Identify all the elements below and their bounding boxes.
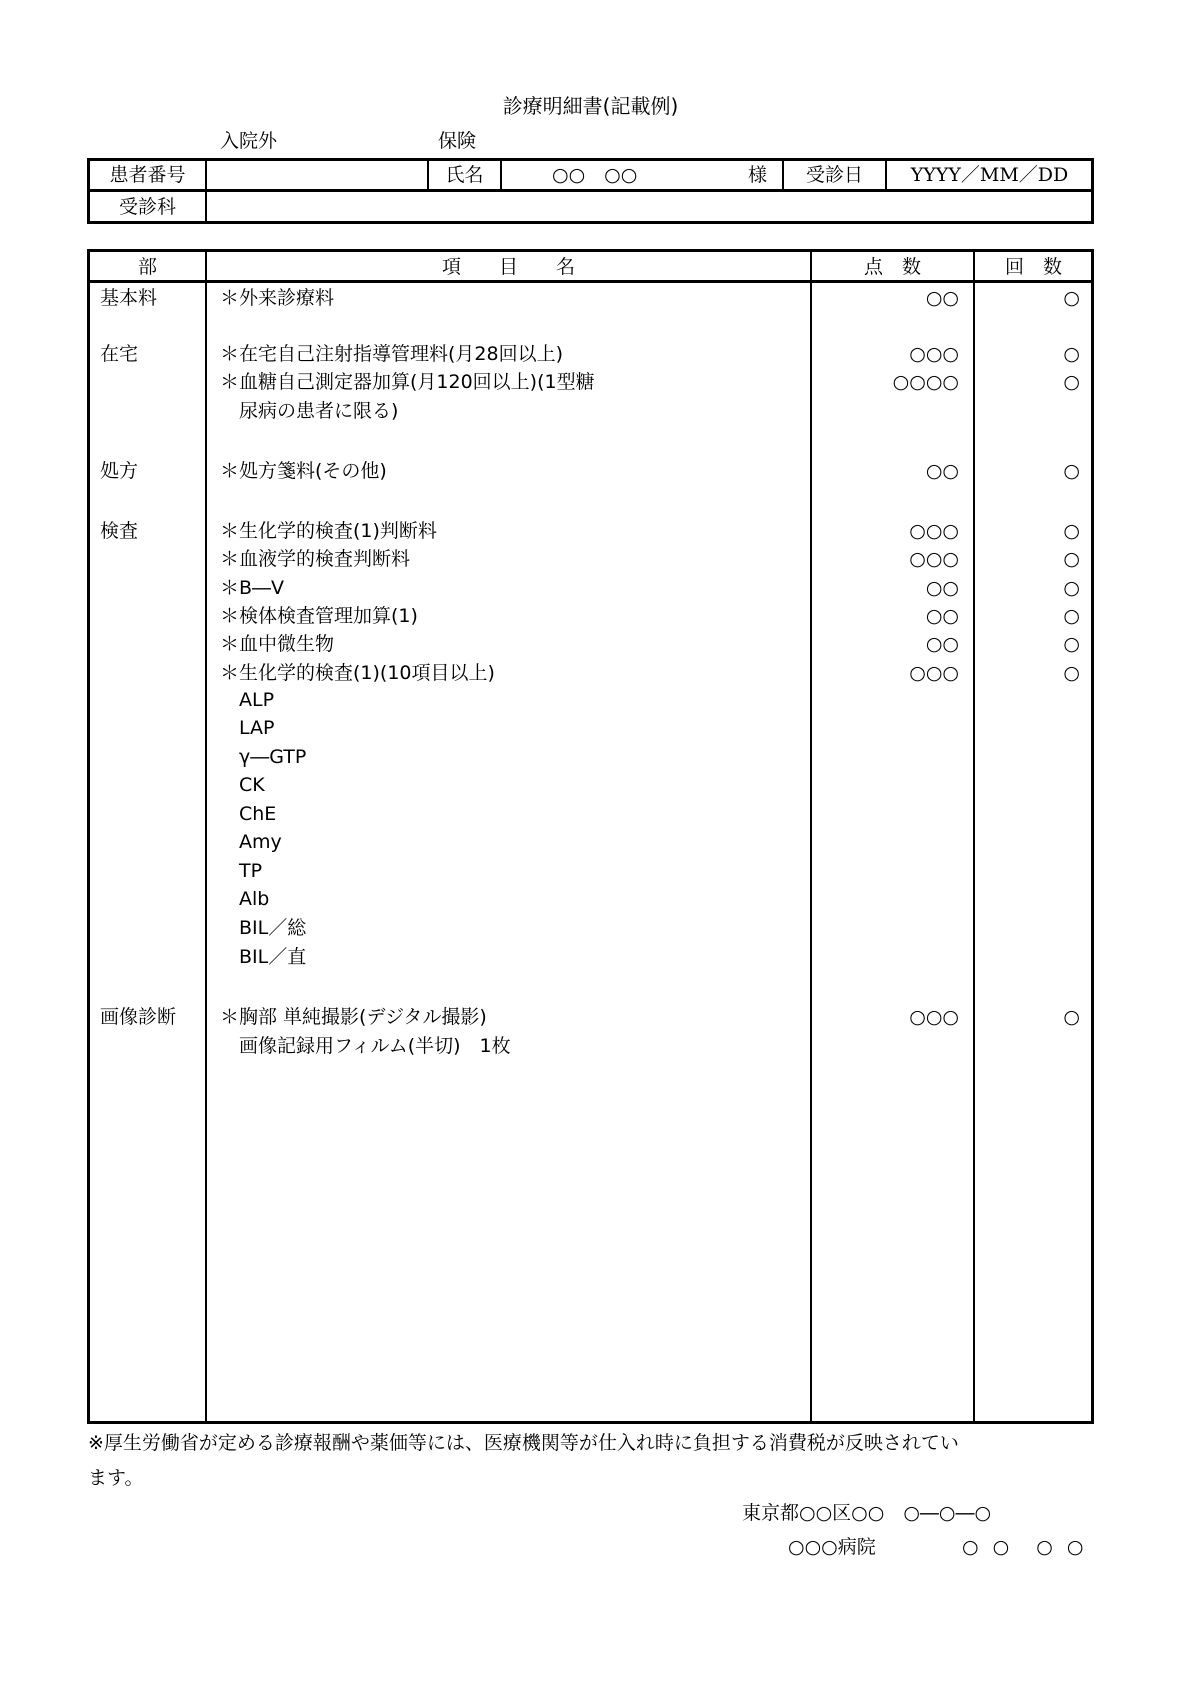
visit-date-label: 受診日 [805,164,863,186]
row-points: ○○ [925,605,959,627]
divider [205,158,207,224]
row-item-name: ＊生化学的検査(1)判断料 [220,520,437,542]
row-item-name: ＊血糖自己測定器加算(月120回以上)(1型糖 [220,371,595,393]
row-count: ○ [1063,1006,1080,1028]
row-points: ○○ [925,633,959,655]
row-points: ○○ [925,577,959,599]
divider [87,189,1094,192]
document-title: 診療明細書(記載例) [502,94,679,118]
column-divider [205,249,207,1424]
row-item-name: TP [220,860,263,882]
name-value: ○○ ○○ [552,164,638,186]
row-item-name: ChE [220,803,277,825]
honorific: 様 [748,164,768,186]
row-points: ○○○ [909,662,959,684]
insurance-label: 保険 [438,130,477,152]
row-item-name: ＊処方箋料(その他) [220,460,387,482]
row-item-name: 画像記録用フィルム(半切) 1枚 [220,1035,511,1057]
row-points: ○○ [925,460,959,482]
row-item-name: CK [220,774,265,796]
patient-number-label: 患者番号 [109,164,186,186]
row-item-name: Alb [220,888,270,910]
row-item-name: ＊在宅自己注射指導管理料(月28回以上) [220,343,564,365]
row-section: 画像診断 [100,1006,177,1028]
row-count: ○ [1063,460,1080,482]
doctor-name: ○ ○ ○ ○ [962,1536,1088,1558]
divider [500,158,502,191]
column-divider [973,249,975,1424]
tax-note: ※厚生労働省が定める診療報酬や薬価等には、医療機関等が仕入れ時に負担する消費税が反映されてい [88,1432,959,1454]
department-label: 受診科 [118,196,176,218]
row-points: ○○○○ [892,371,959,393]
header-item-name: 項 目 名 [441,256,575,278]
row-item-name: ＊生化学的検査(1)(10項目以上) [220,662,495,684]
row-item-name: 尿病の患者に限る) [220,400,399,422]
row-item-name: γ―GTP [220,746,307,768]
row-points: ○○○ [909,548,959,570]
visit-type: 入院外 [220,130,278,152]
row-count: ○ [1063,577,1080,599]
row-item-name: ＊外来診療料 [220,287,335,309]
row-section: 基本料 [100,287,158,309]
row-count: ○ [1063,343,1080,365]
row-item-name: ALP [220,689,275,711]
row-count: ○ [1063,662,1080,684]
column-divider [810,249,812,1424]
row-item-name: ＊B―V [220,577,285,599]
name-label: 氏名 [445,164,484,186]
header-count: 回 数 [1004,256,1062,278]
row-section: 在宅 [100,343,139,365]
row-item-name: BIL／総 [220,917,307,939]
visit-date-value: YYYY／MM／DD [910,164,1069,186]
header-section: 部 [137,256,157,278]
row-item-name: Amy [220,831,282,853]
row-item-name: BIL／直 [220,946,307,968]
hospital-address: 東京都○○区○○ ○―○―○ [742,1502,992,1524]
tax-note-continued: ます。 [88,1467,144,1489]
row-count: ○ [1063,287,1080,309]
hospital-name: ○○○病院 [788,1536,876,1558]
row-count: ○ [1063,633,1080,655]
row-points: ○○○ [909,520,959,542]
header-points: 点 数 [863,256,921,278]
row-item-name: ＊血液学的検査判断料 [220,548,411,570]
row-item-name: LAP [220,717,275,739]
row-points: ○○ [925,287,959,309]
row-section: 検査 [100,520,139,542]
row-count: ○ [1063,520,1080,542]
row-item-name: ＊検体検査管理加算(1) [220,605,418,627]
row-points: ○○○ [909,1006,959,1028]
header-divider [87,280,1094,283]
row-points: ○○○ [909,343,959,365]
row-count: ○ [1063,605,1080,627]
row-count: ○ [1063,371,1080,393]
row-section: 処方 [100,460,139,482]
row-count: ○ [1063,548,1080,570]
row-item-name: ＊血中微生物 [220,633,335,655]
row-item-name: ＊胸部 単純撮影(デジタル撮影) [220,1006,487,1028]
